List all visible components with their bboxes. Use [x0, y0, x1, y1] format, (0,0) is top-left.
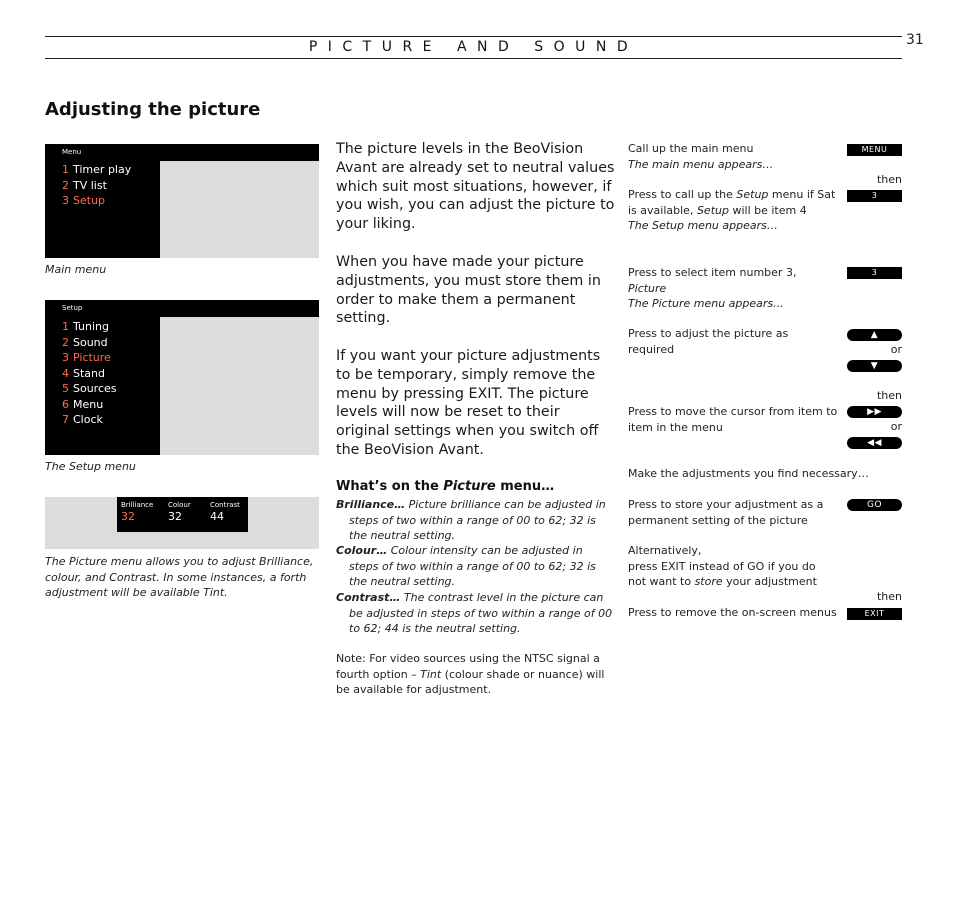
definition-contrast: Contrast… The contrast level in the picture can be adjusted in steps of two within a range of 00 to 62; 44 is the neutral setting.	[336, 591, 613, 635]
down-arrow-button[interactable]: ▼	[847, 360, 902, 372]
step-adjust-picture: Press to adjust the picture as required	[628, 327, 789, 356]
connector-then-1: then	[876, 173, 902, 186]
picture-contrast	[210, 501, 240, 523]
contrast-value: 44	[210, 510, 224, 523]
go-button[interactable]: GO	[847, 499, 902, 511]
setup-menu-list	[62, 319, 117, 428]
main-menu-header	[45, 144, 319, 161]
step-remove-menus: Press to remove the on-screen menus	[628, 606, 837, 619]
main-menu-item-tv-list: 2 TV list	[62, 178, 107, 192]
step-select-picture: Press to select item number 3, Picture The Picture menu appears...	[628, 266, 797, 310]
definition-colour: Colour… Colour intensity can be adjusted in steps of two within a range of 00 to 62; 32 is the neutral setting.	[336, 544, 596, 588]
main-menu-caption: Main menu	[45, 263, 107, 276]
setup-menu-screen	[45, 300, 319, 455]
picture-colour	[168, 501, 191, 523]
header-rule-bottom	[45, 58, 902, 59]
intro-paragraph-2: When you have made your picture adjustments, you must store them in order to make them a permanent setting.	[336, 254, 601, 327]
section-title: Adjusting the picture	[45, 99, 261, 120]
setup-menu-item-tuning: 1 Tuning	[62, 320, 110, 333]
setup-menu-item-clock: 7 Clock	[62, 413, 103, 426]
setup-menu-item-sound: 2 Sound	[62, 335, 108, 349]
setup-menu-item-sources: 5 Sources	[62, 382, 117, 395]
step-call-setup-menu: Press to call up the Setup menu if Sat is available, Setup will be item 4 The Setup menu appears…	[628, 188, 836, 232]
menu-button[interactable]: MENU	[847, 144, 902, 156]
running-header: PICTURE AND SOUND	[308, 39, 639, 55]
brilliance-value: 32	[121, 510, 135, 523]
picture-brilliance	[121, 501, 153, 523]
number-3-button-picture[interactable]: 3	[847, 267, 902, 279]
main-menu-list	[62, 162, 131, 209]
exit-button[interactable]: EXIT	[847, 608, 902, 620]
up-arrow-button[interactable]: ▲	[847, 329, 902, 341]
setup-menu-header	[45, 300, 319, 317]
definition-brilliance: Brilliance… Picture brilliance can be adjusted in steps of two within a range of 00 to 62; 32 is the neutral setting.	[336, 498, 606, 542]
step-call-main-menu: Call up the main menu The main menu appears…	[628, 142, 774, 171]
connector-or-1: or	[890, 343, 902, 356]
main-menu-title: Menu	[62, 148, 82, 156]
whats-on-heading: What’s on the Picture menu…	[336, 479, 555, 494]
colour-value: 32	[168, 510, 182, 523]
picture-menu-panel	[117, 497, 248, 532]
picture-menu-caption: The Picture menu allows you to adjust Brilliance, colour, and Contrast. In some instances, a forth adjustment will be available Tint.	[45, 555, 314, 599]
header-rule-top	[45, 36, 902, 37]
step-make-adjustments: Make the adjustments you find necessary…	[628, 467, 869, 480]
main-menu-item-timer-play: 1 Timer play	[62, 163, 132, 176]
contrast-label: Contrast	[210, 501, 240, 509]
setup-menu-item-stand: 4 Stand	[62, 366, 105, 380]
page-number: 31	[906, 32, 924, 48]
intro-paragraph-1: The picture levels in the BeoVision Avant are already set to neutral values which suit most situations, however, if you wish, you can adjust the picture to your liking.	[336, 141, 615, 233]
setup-menu-item-picture: 3 Picture	[62, 351, 111, 364]
step-alternatively: Alternatively, press EXIT instead of GO if you do not want to store your adjustment	[628, 544, 817, 588]
colour-label: Colour	[168, 501, 191, 509]
intro-paragraph-3: If you want your picture adjustments to be temporary, simply remove the menu by pressing EXIT. The picture levels will now be reset to their original settings when you switch off the BeoVision Avant.	[336, 348, 601, 458]
ntsc-note: Note: For video sources using the NTSC signal a fourth option – Tint (colour shade or nuance) will be available for adjustment.	[336, 652, 605, 696]
rewind-button[interactable]: ◀◀	[847, 437, 902, 449]
setup-menu-item-menu: 6 Menu	[62, 397, 104, 411]
setup-menu-caption: The Setup menu	[45, 460, 136, 473]
step-move-cursor: Press to move the cursor from item to item in the menu	[628, 405, 838, 434]
connector-then-2: then	[876, 389, 902, 402]
connector-or-2: or	[890, 420, 902, 433]
setup-menu-title: Setup	[62, 304, 83, 312]
picture-menu-screen	[45, 497, 319, 549]
brilliance-label: Brilliance	[121, 501, 154, 509]
main-menu-item-setup: 3 Setup	[62, 194, 106, 207]
step-store-adjustment: Press to store your adjustment as a permanent setting of the picture	[628, 498, 824, 527]
number-3-button-setup[interactable]: 3	[847, 190, 902, 202]
connector-then-3: then	[876, 590, 902, 603]
fast-forward-button[interactable]: ▶▶	[847, 406, 902, 418]
main-menu-screen	[45, 144, 319, 258]
